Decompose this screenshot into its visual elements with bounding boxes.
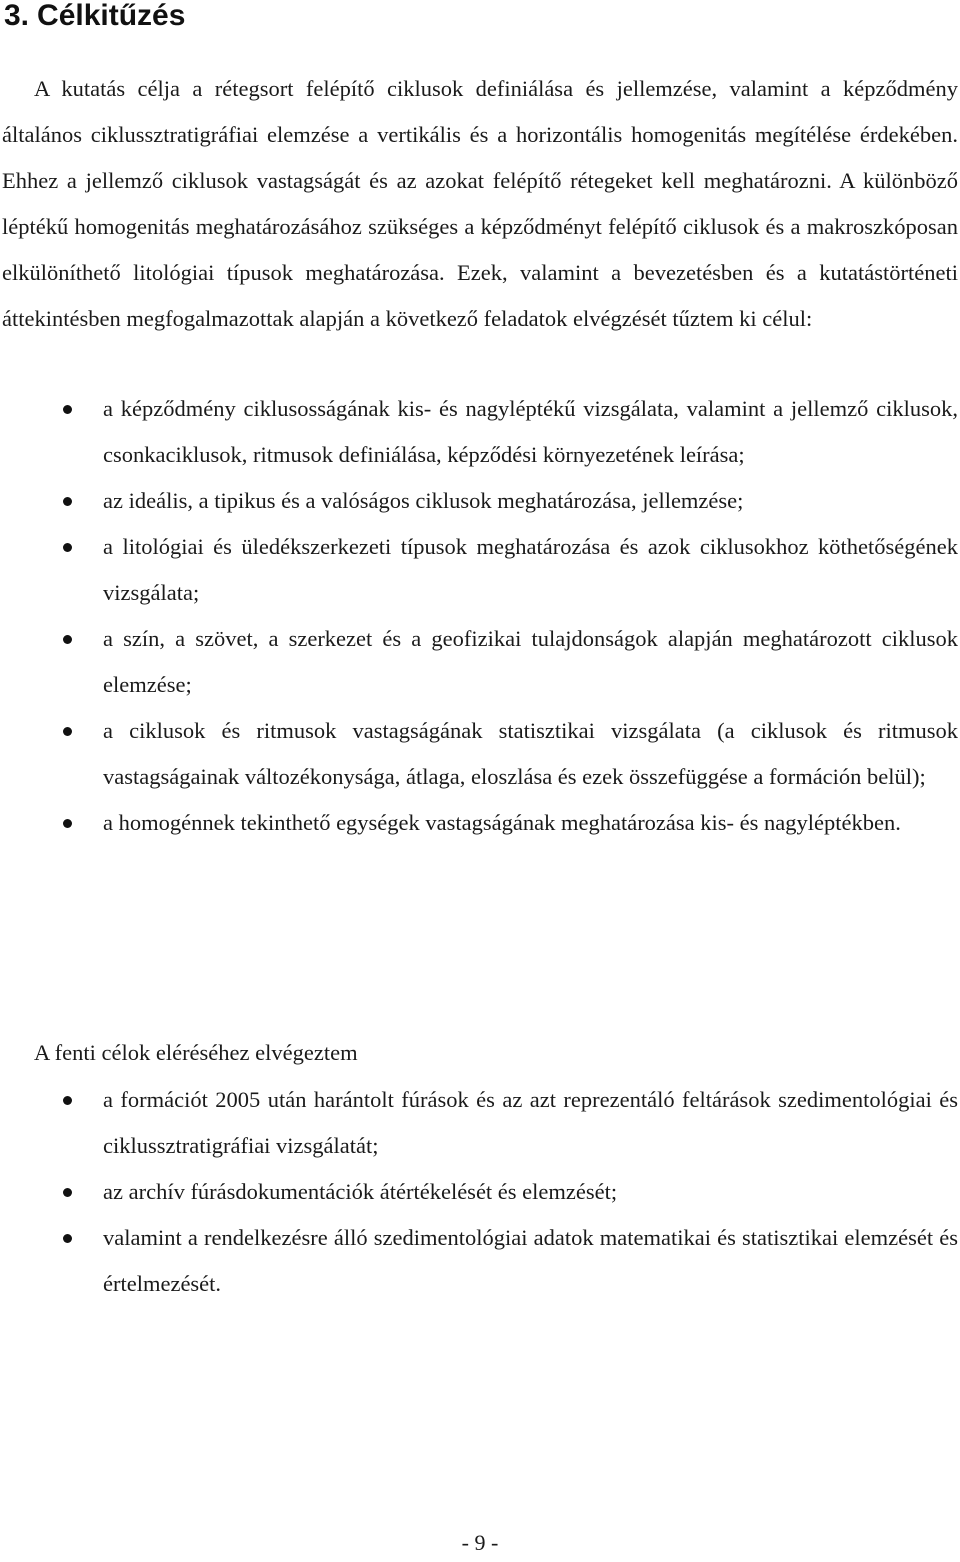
methods-list bbox=[0, 1077, 958, 1307]
bullet-icon bbox=[63, 1234, 72, 1243]
section-number: 3. bbox=[4, 0, 30, 32]
list-item-text: a homogénnek tekinthető egységek vastagságának meghatározása kis- és nagyléptékben. bbox=[103, 810, 901, 835]
methods-intro-paragraph: A fenti célok eléréséhez elvégeztem bbox=[34, 1040, 358, 1065]
list-item bbox=[0, 524, 958, 616]
bullet-icon bbox=[63, 497, 72, 506]
bullet-icon bbox=[63, 405, 72, 414]
list-item-text: az ideális, a tipikus és a valóságos ciklusok meghatározása, jellemzése; bbox=[103, 488, 744, 513]
list-item bbox=[0, 1215, 958, 1307]
list-item-text: a szín, a szövet, a szerkezet és a geofizikai tulajdonságok alapján meghatározott ciklusok elemzése; bbox=[103, 626, 958, 697]
list-item-text: valamint a rendelkezésre álló szedimentológiai adatok matematikai és statisztikai elemzését és értelmezését. bbox=[103, 1225, 958, 1296]
list-item-text: a képződmény ciklusosságának kis- és nagyléptékű vizsgálata, valamint a jellemző ciklusok, csonkaciklusok, ritmusok definiálása, képződési környezetének leírása; bbox=[103, 396, 958, 467]
list-item bbox=[0, 478, 958, 524]
bullet-icon bbox=[63, 1188, 72, 1197]
list-item bbox=[0, 1077, 958, 1169]
list-item-text: az archív fúrásdokumentációk átértékelését és elemzését; bbox=[103, 1179, 618, 1204]
intro-paragraph: A kutatás célja a rétegsort felépítő ciklusok definiálása és jellemzése, valamint a képződmény általános ciklussztratigráfiai elemzése a vertikális és a horizontális homogenitás megítélése érdekében. Ehhez a jellemző ciklusok vastagságát és az azokat felépítő rétegeket kell meghatározni. A különböző léptékű homogenitás meghatározásához szükséges a képződményt felépítő ciklusok és a makroszkóposan elkülöníthető litológiai típusok meghatározása. Ezek, valamint a bevezetésben és a kutatástörténeti áttekintésben megfogalmazottak alapján a következő feladatok elvégzését tűztem ki célul: bbox=[2, 76, 958, 331]
bullet-icon bbox=[63, 543, 72, 552]
section-heading bbox=[4, 0, 185, 36]
list-item bbox=[0, 1169, 958, 1215]
list-item-text: a formációt 2005 után harántolt fúrások és az azt reprezentáló feltárások szedimentológiai és ciklussztratigráfiai vizsgálatát; bbox=[103, 1087, 958, 1158]
section-title: Célkitűzés bbox=[37, 0, 186, 32]
list-item bbox=[0, 708, 958, 800]
bullet-icon bbox=[63, 635, 72, 644]
page-number: - 9 - bbox=[461, 1530, 499, 1555]
list-item-text: a litológiai és üledékszerkezeti típusok meghatározása és azok ciklusokhoz köthetőségének vizsgálata; bbox=[103, 534, 958, 605]
list-item-text: a ciklusok és ritmusok vastagságának statisztikai vizsgálata (a ciklusok és ritmusok vastagságainak változékonysága, átlaga, eloszlása és ezek összefüggése a formáción belül); bbox=[103, 718, 958, 789]
list-item bbox=[0, 800, 958, 846]
bullet-icon bbox=[63, 1096, 72, 1105]
list-item bbox=[0, 616, 958, 708]
bullet-icon bbox=[63, 727, 72, 736]
bullet-icon bbox=[63, 819, 72, 828]
list-item bbox=[0, 386, 958, 478]
goals-list bbox=[0, 386, 958, 846]
